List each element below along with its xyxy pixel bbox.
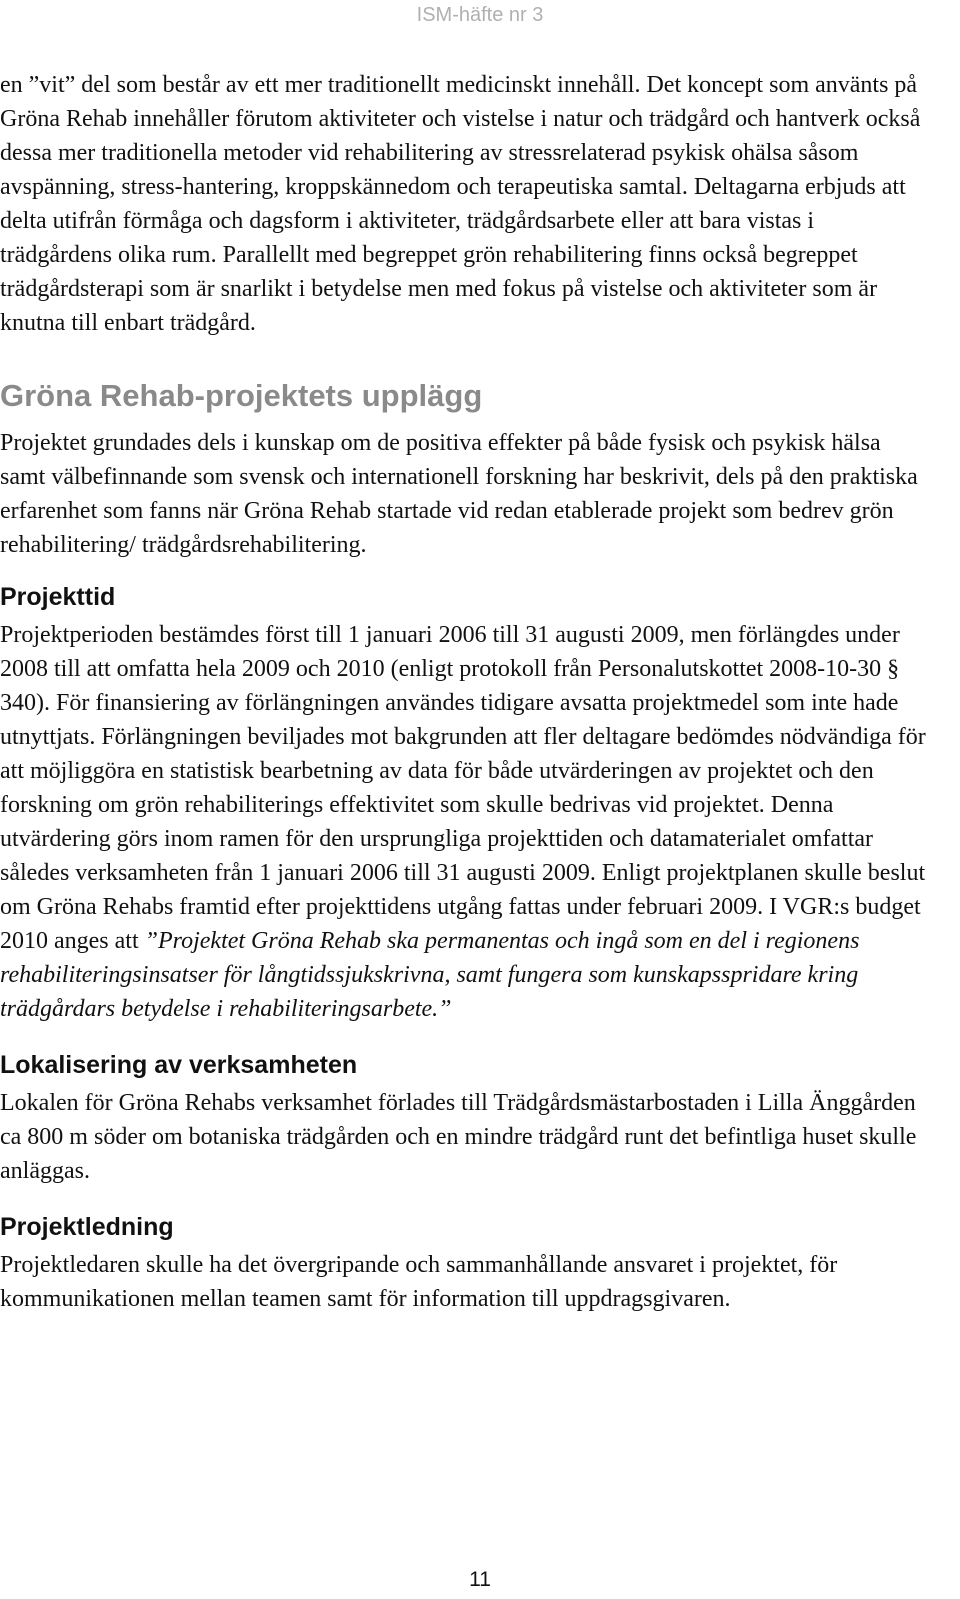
section-heading-lokalisering: Lokalisering av verksamheten <box>0 1051 358 1079</box>
budget-quote: ”Projektet Gröna Rehab ska permanentas och ingå som en del i regionens rehabiliteringsinsatser för långtidssjukskrivna, samt fungera som kunskapsspridare kring trädgårdars betydelse i rehabiliteringsarbete.” <box>0 928 860 1022</box>
lokalisering-paragraph: Lokalen för Gröna Rehabs verksamhet förlades till Trädgårdsmästarbostaden i Lilla Änggården ca 800 m söder om botaniska trädgården och en mindre trädgård runt det befintliga huset skulle anläggas. <box>0 1090 917 1184</box>
page-number: 11 <box>469 1568 491 1591</box>
running-header: ISM-häfte nr 3 <box>416 4 544 26</box>
projekttid-paragraph <box>0 618 930 1026</box>
page-body <box>0 68 930 1316</box>
section-heading-upplagg: Gröna Rehab-projektets upplägg <box>0 378 483 413</box>
section-heading-projekttid: Projekttid <box>0 583 116 611</box>
intro-paragraph: en ”vit” del som består av ett mer traditionellt medicinskt innehåll. Det koncept som använts på Gröna Rehab innehåller förutom aktiviteter och vistelse i natur och trädgård och hantverk också dessa mer traditionella metoder vid rehabilitering av stressrelaterad psykisk ohälsa såsom avspänning, stress-hantering, kroppskännedom och terapeutiska samtal. Deltagarna erbjuds att delta utifrån förmåga och dagsform i aktiviteter, trädgårdsarbete eller att bara vistas i trädgårdens olika rum. Parallellt med begreppet grön rehabilitering finns också begreppet trädgårdsterapi som är snarlikt i betydelse men med fokus på vistelse och aktiviteter som är knutna till enbart trädgård. <box>0 72 921 336</box>
upplagg-paragraph: Projektet grundades dels i kunskap om de positiva effekter på både fysisk och psykisk hälsa samt välbefinnande som svensk och internationell forskning har beskrivit, dels på den praktiska erfarenhet som fanns när Gröna Rehab startade vid redan etablerade projekt som bedrev grön rehabilitering/ trädgårdsrehabilitering. <box>0 430 918 558</box>
projekttid-body-text: Projektperioden bestämdes först till 1 januari 2006 till 31 augusti 2009, men förlängdes under 2008 till att omfatta hela 2009 och 2010 (enligt protokoll från Personalutskottet 2008-10-30 § 340). För finansiering av förlängningen användes tidigare avsatta projektmedel som inte hade utnyttjats. Förlängningen beviljades mot bakgrunden att fler deltagare bedömdes nödvändiga för att möjliggöra en statistisk bearbetning av data för både utvärderingen av projektet och den forskning om grön rehabiliterings effektivitet som skulle bedrivas vid projektet. Denna utvärdering görs inom ramen för den ursprungliga projekttiden och datamaterialet omfattar således verksamheten från 1 januari 2006 till 31 augusti 2009. Enligt projektplanen skulle beslut om Gröna Rehabs framtid efter projekttidens utgång fattas under februari 2009. I VGR:s budget 2010 anges att <box>0 622 926 954</box>
projektledning-paragraph: Projektledaren skulle ha det övergripande och sammanhållande ansvaret i projektet, för kommunikationen mellan teamen samt för information till uppdragsgivaren. <box>0 1252 838 1312</box>
section-heading-projektledning: Projektledning <box>0 1213 174 1241</box>
